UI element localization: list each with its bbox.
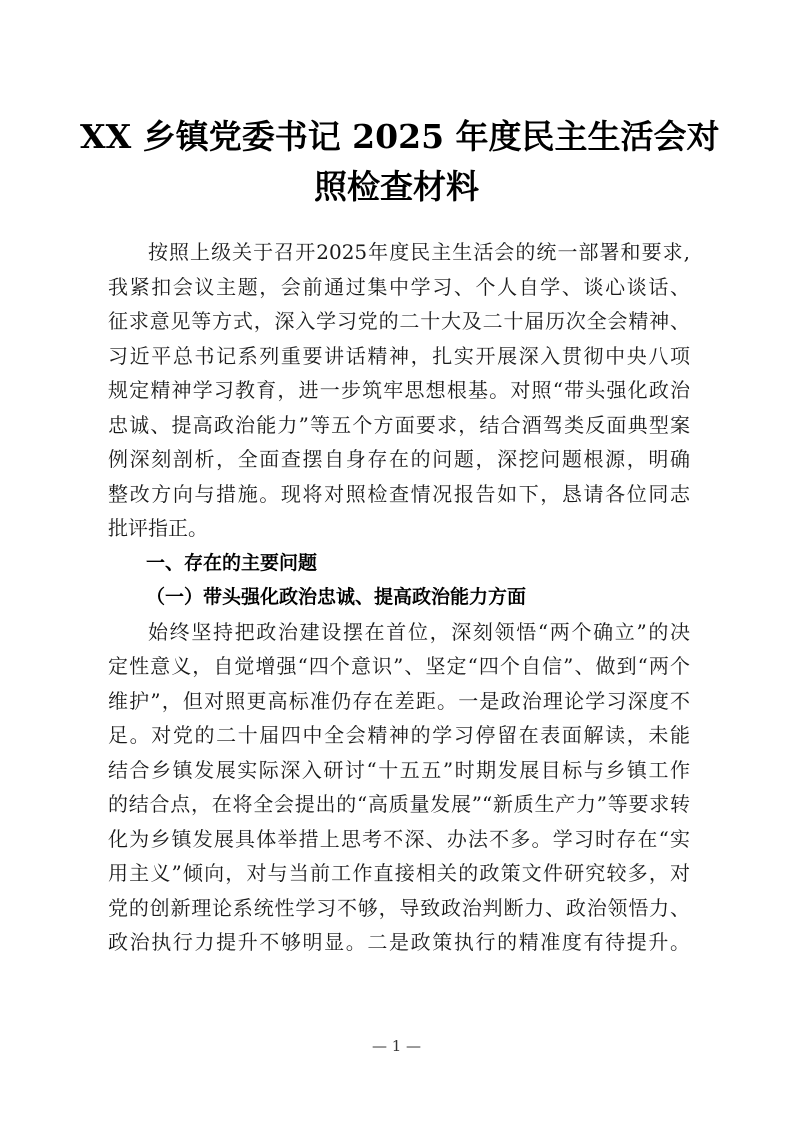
section-line: 定性意义，自觉增强“四个意识”、坚定“四个自信”、做到“两个 <box>108 654 690 678</box>
document-body <box>108 235 690 960</box>
document-title <box>80 112 720 212</box>
section-line: 结合乡镇发展实际深入研讨“十五五”时期发展目标与乡镇工作 <box>108 757 690 782</box>
section-line: 维护”，但对照更高标准仍存在差距。一是政治理论学习深度不 <box>108 688 690 713</box>
intro-line: 规定精神学习教育，进一步筑牢思想根基。对照“带头强化政治 <box>108 378 690 402</box>
subsection-heading-political-loyalty: （一）带头强化政治忠诚、提高政治能力方面 <box>146 586 527 608</box>
title-line-2: 照检查材料 <box>314 167 479 206</box>
section-heading-problems: 一、存在的主要问题 <box>146 551 318 574</box>
page-number: — 1 — <box>371 1037 422 1055</box>
intro-line: 按照上级关于召开2025年度民主生活会的统一部署和要求, <box>148 240 690 264</box>
intro-line: 征求意见等方式，深入学习党的二十大及二十届历次全会精神、 <box>108 309 690 333</box>
intro-line: 整改方向与措施。现将对照检查情况报告如下，恳请各位同志 <box>108 481 690 506</box>
section-line: 始终坚持把政治建设摆在首位，深刻领悟“两个确立”的决 <box>148 619 690 644</box>
section-paragraph <box>108 615 690 960</box>
section-line: 党的创新理论系统性学习不够，导致政治判断力、政治领悟力、 <box>108 895 690 920</box>
intro-paragraph <box>108 235 690 546</box>
section-line: 的结合点，在将全会提出的“高质量发展”“新质生产力”等要求转 <box>108 792 690 816</box>
section-line: 政治执行力提升不够明显。二是政策执行的精准度有待提升。 <box>108 930 690 954</box>
intro-line: 我紧扣会议主题，会前通过集中学习、个人自学、谈心谈话、 <box>108 274 690 299</box>
title-line-1: XX 乡镇党委书记 2025 年度民主生活会对 <box>80 117 720 156</box>
intro-line: 忠诚、提高政治能力”等五个方面要求，结合酒驾类反面典型案 <box>108 412 690 437</box>
section-line: 足。对党的二十届四中全会精神的学习停留在表面解读，未能 <box>108 723 690 747</box>
intro-line: 例深刻剖析，全面查摆自身存在的问题，深挖问题根源，明确 <box>108 447 690 471</box>
section-line: 化为乡镇发展具体举措上思考不深、办法不多。学习时存在“实 <box>108 826 690 851</box>
intro-line: 习近平总书记系列重要讲话精神，扎实开展深入贯彻中央八项 <box>108 343 690 368</box>
intro-line: 批评指正。 <box>108 516 208 540</box>
section-line: 用主义”倾向，对与当前工作直接相关的政策文件研究较多，对 <box>108 861 690 885</box>
